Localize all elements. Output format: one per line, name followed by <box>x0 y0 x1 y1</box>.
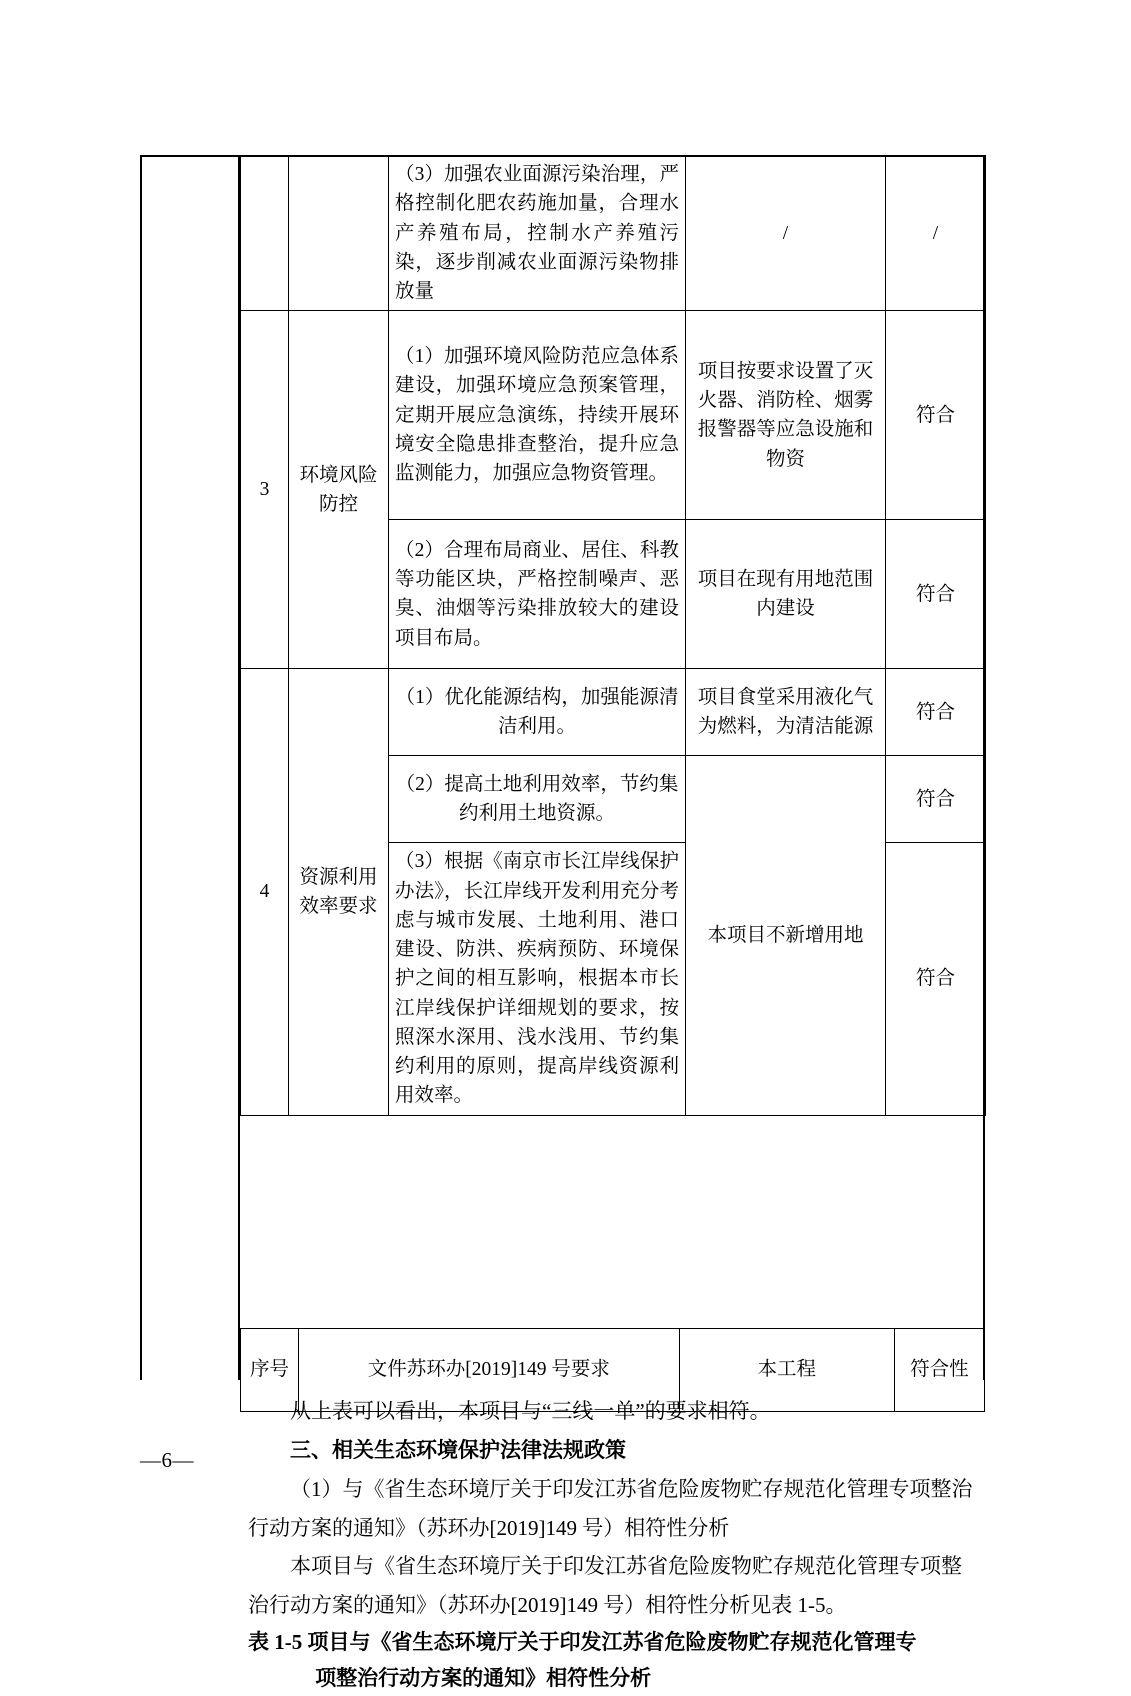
row-category: 环境风险防控 <box>289 311 389 669</box>
row-project: 项目在现有用地范围内建设 <box>686 520 886 669</box>
row-requirement: （1）加强环境风险防范应急体系建设，加强环境应急预案管理，定期开展应急演练，持续开展环境安全隐患排查整治，提升应急监测能力，加强应急物资管理。 <box>389 311 686 520</box>
compliance-analysis-table <box>240 1328 985 1412</box>
header-conformity: 符合性 <box>894 1329 984 1412</box>
paragraph-item-1: （1）与《省生态环境厅关于印发江苏省危险废物贮存规范化管理专项整治行动方案的通知》（苏环办[2019]149 号）相符性分析 <box>248 1476 973 1540</box>
table-caption <box>248 1625 978 1696</box>
row-category: 资源利用效率要求 <box>289 669 389 1115</box>
row-project: 项目食堂采用液化气为燃料，为清洁能源 <box>686 669 886 756</box>
table-row <box>241 669 986 756</box>
row-project: / <box>686 156 886 311</box>
row-requirement: （2）提高土地利用效率，节约集约利用土地资源。 <box>389 756 686 843</box>
row-category <box>289 156 389 311</box>
table-row <box>241 311 986 520</box>
paragraph-summary: 从上表可以看出，本项目与“三线一单”的要求相符。 <box>290 1399 771 1423</box>
row-no: 3 <box>241 311 289 669</box>
page-number: —6— <box>140 1448 194 1472</box>
three-lines-one-permit-table <box>240 155 985 1116</box>
table-header-row <box>241 1329 985 1412</box>
row-conform: 符合 <box>886 756 986 843</box>
row-requirement: （3）根据《南京市长江岸线保护办法》，长江岸线开发利用充分考虑与城市发展、土地利用、港口建设、防洪、疾病预防、环境保护之间的相互影响，根据本市长江岸线保护详细规划的要求，按照深水深用、浅水浅用、节约集约利用的原则，提高岸线资源利用效率。 <box>389 843 686 1115</box>
header-no: 序号 <box>241 1329 299 1412</box>
row-requirement: （3）加强农业面源污染治理，严格控制化肥农药施加量，合理水产养殖布局，控制水产养殖污染，逐步削减农业面源污染物排放量 <box>389 156 686 311</box>
section-heading: 三、相关生态环境保护法律法规政策 <box>290 1437 626 1462</box>
body-text-block <box>248 1392 978 1696</box>
header-requirement: 文件苏环办[2019]149 号要求 <box>299 1329 680 1412</box>
table-caption-line2: 项整治行动方案的通知》相符性分析 <box>315 1665 652 1690</box>
header-project: 本工程 <box>679 1329 894 1412</box>
table-caption-line1: 表 1-5 项目与《省生态环境厅关于印发江苏省危险废物贮存规范化管理专 <box>248 1630 917 1655</box>
row-no <box>241 156 289 311</box>
row-no: 4 <box>241 669 289 1115</box>
row-conform: 符合 <box>886 520 986 669</box>
row-requirement: （1）优化能源结构，加强能源清洁利用。 <box>389 669 686 756</box>
row-requirement: （2）合理布局商业、居住、科教等功能区块，严格控制噪声、恶臭、油烟等污染排放较大的建设项目布局。 <box>389 520 686 669</box>
table-row <box>241 156 986 311</box>
row-project: 项目按要求设置了灭火器、消防栓、烟雾报警器等应急设施和物资 <box>686 311 886 520</box>
document-left-margin-rail <box>140 155 240 1380</box>
row-conform: 符合 <box>886 311 986 520</box>
row-conform: / <box>886 156 986 311</box>
row-project: 本项目不新增用地 <box>686 756 886 1115</box>
row-conform: 符合 <box>886 669 986 756</box>
row-conform: 符合 <box>886 843 986 1115</box>
paragraph-item-2: 本项目与《省生态环境厅关于印发江苏省危险废物贮存规范化管理专项整治行动方案的通知》（苏环办[2019]149 号）相符性分析见表 1-5。 <box>248 1554 962 1618</box>
